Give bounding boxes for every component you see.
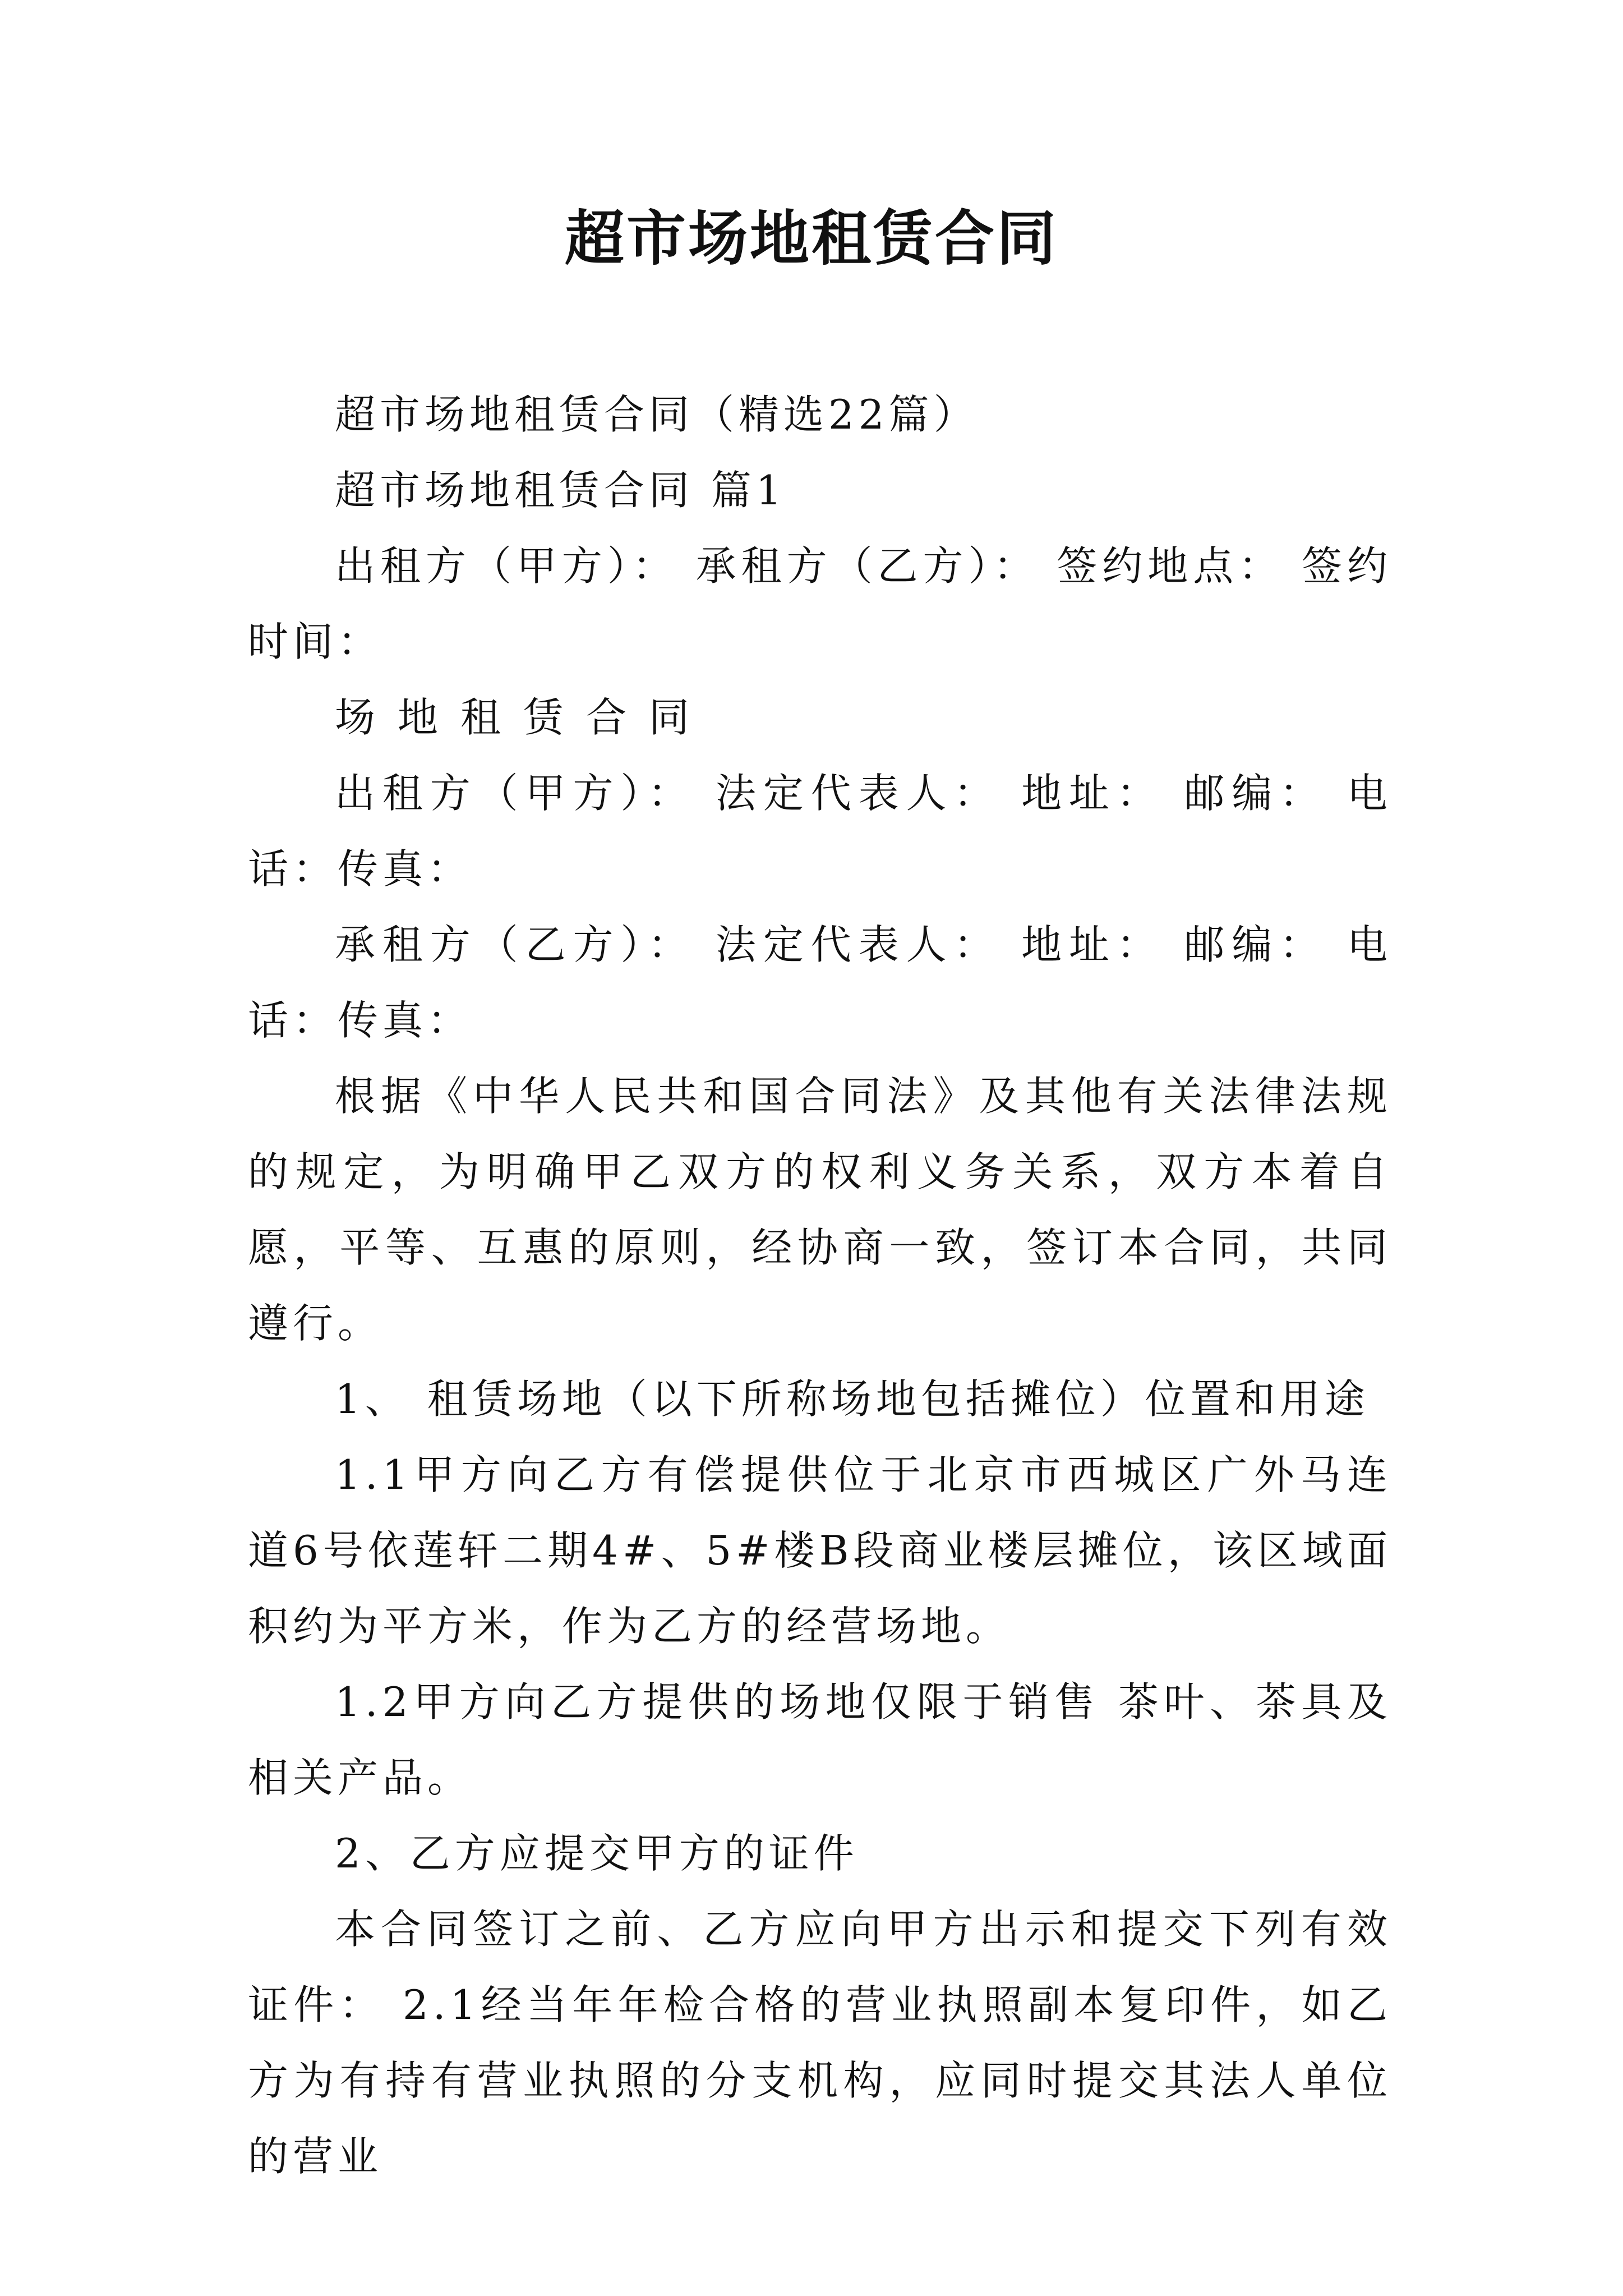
document-body bbox=[248, 377, 1392, 2194]
paragraph-clause-2: 2、乙方应提交甲方的证件 bbox=[335, 1830, 859, 1877]
paragraph-preamble: 根据《中华人民共和国合同法》及其他有关法律法规的规定，为明确甲乙双方的权利义务关系，双方本着自愿，平等、互惠的原则，经协商一致，签订本合同，共同遵行。 bbox=[248, 1073, 1392, 1347]
paragraph-contract-heading: 场地租赁合同 bbox=[335, 694, 712, 741]
paragraph-clause-1-1: 1.1甲方向乙方有偿提供位于北京市西城区广外马连道6号依莲轩二期4#、5#楼B段商业楼层摊位，该区域面积约为平方米，作为乙方的经营场地。 bbox=[248, 1451, 1392, 1650]
paragraph-parties-summary: 出租方（甲方）： 承租方（乙方）： 签约地点： 签约时间： bbox=[248, 542, 1392, 665]
paragraph-lessor-info: 出租方（甲方）： 法定代表人： 地址： 邮编： 电话：传真： bbox=[248, 770, 1392, 892]
paragraph-clause-1: 1、 租赁场地（以下所称场地包括摊位）位置和用途 bbox=[335, 1375, 1370, 1423]
paragraph-clause-2-body: 本合同签订之前、乙方应向甲方出示和提交下列有效证件： 2.1经当年年检合格的营业执照副本复印件，如乙方为有持有营业执照的分支机构，应同时提交其法人单位的营业 bbox=[248, 1906, 1392, 2180]
paragraph-lessee-info: 承租方（乙方）： 法定代表人： 地址： 邮编： 电话：传真： bbox=[248, 921, 1392, 1044]
paragraph-section-heading: 超市场地租赁合同 篇1 bbox=[335, 467, 786, 514]
document-title: 超市场地租赁合同 bbox=[565, 203, 1058, 273]
paragraph-clause-1-2: 1.2甲方向乙方提供的场地仅限于销售 茶叶、茶具及相关产品。 bbox=[248, 1678, 1392, 1801]
paragraph-subtitle: 超市场地租赁合同（精选22篇） bbox=[335, 391, 979, 438]
